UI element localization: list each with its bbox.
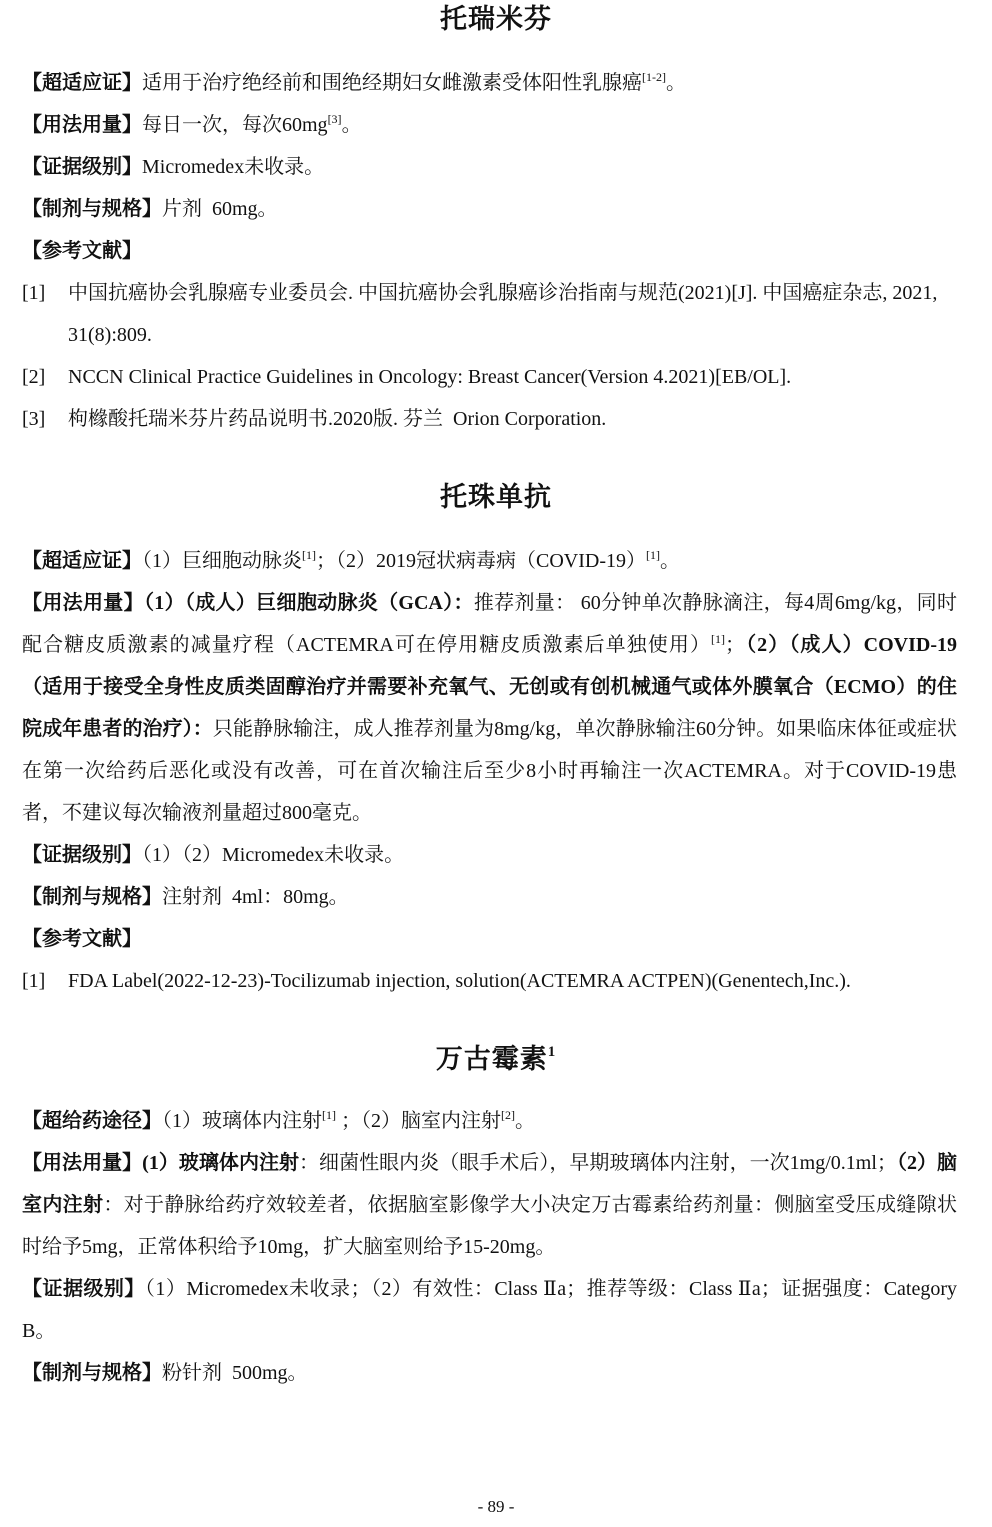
field-label: 【用法用量】	[22, 114, 142, 136]
reference-item	[22, 960, 957, 1002]
punctuation: 。	[666, 72, 686, 94]
reference-text: 中国抗癌协会乳腺癌专业委员会. 中国抗癌协会乳腺癌诊治指南与规范(2021)[J]. 中国癌症杂志, 2021, 31(8):809.	[68, 282, 938, 346]
field-label: 【制剂与规格】	[22, 1362, 162, 1384]
dosage-heading: （1）（成人）巨细胞动脉炎（GCA）：	[143, 592, 474, 614]
citation: [2]	[501, 1108, 515, 1122]
form-line	[22, 1352, 957, 1394]
indication-line	[22, 62, 957, 104]
title-superscript: 1	[547, 1044, 557, 1060]
citation: [1-2]	[642, 70, 666, 84]
field-text: 只能静脉输注，成人推荐剂量为8mg/kg，单次静脉输注60分钟。如果临床体征或症状在第一次给药后恶化或没有改善，可在首次输注后至少8小时再输注一次ACTEMRA。对于COVID-19患者，不建议每次输液剂量超过800毫克。	[22, 718, 957, 824]
field-label: 【用法用量】	[22, 592, 144, 614]
references-heading	[22, 918, 957, 960]
field-label: 【证据级别】	[22, 156, 142, 178]
references-heading	[22, 230, 957, 272]
field-text: 片剂 60mg。	[162, 198, 278, 220]
punctuation: 。	[515, 1110, 535, 1132]
field-label: 【超适应证】	[22, 550, 142, 572]
reference-text: NCCN Clinical Practice Guidelines in Oncology: Breast Cancer(Version 4.2021)[EB/OL].	[68, 366, 792, 388]
field-text: 适用于治疗绝经前和围绝经期妇女雌激素受体阳性乳腺癌	[142, 72, 642, 94]
indication-line	[22, 540, 957, 582]
reference-item	[22, 398, 957, 440]
citation: [3]	[327, 112, 342, 126]
reference-number: [3]	[22, 408, 46, 430]
citation: [1]	[322, 1108, 336, 1122]
dosage-heading: （2）（成人）COVID-19（适用于接受全身性皮质类固醇治疗并需要补充氧气、无创或有创机械通气或体外膜氧合（ECMO）的住院成年患者的治疗）：	[22, 634, 957, 740]
field-text: Micromedex未收录。	[142, 156, 325, 178]
evidence-paragraph	[22, 1268, 957, 1352]
evidence-line	[22, 834, 957, 876]
field-label: 【用法用量】	[22, 1152, 143, 1174]
field-text: 推荐剂量： 60分钟单次静脉滴注，每4周6mg/kg，同时配合糖皮质激素的减量疗程（ACTEMRA可在停用糖皮质激素后单独使用）	[22, 592, 958, 656]
dosage-paragraph	[22, 582, 957, 834]
route-line	[22, 1100, 957, 1142]
reference-number: [1]	[22, 282, 46, 304]
form-line	[22, 188, 957, 230]
field-label: 【超适应证】	[22, 72, 142, 94]
section-title-text: 万古霉素	[435, 1044, 548, 1074]
field-text: （1）玻璃体内注射	[162, 1110, 322, 1132]
dosage-paragraph	[22, 1142, 957, 1268]
field-text: （1）（2）Micromedex未收录。	[142, 844, 405, 866]
section-title: 托瑞米芬	[440, 4, 552, 34]
punctuation: 。	[341, 114, 362, 136]
field-text: （1）巨细胞动脉炎	[142, 550, 302, 572]
punctuation: 。	[660, 550, 680, 572]
dosage-heading: （2）脑室内注射	[22, 1152, 958, 1216]
field-label: 【证据级别】	[22, 844, 142, 866]
field-text: 粉针剂 500mg。	[162, 1362, 308, 1384]
field-text: ；（2）2019冠状病毒病（COVID-19）	[316, 550, 646, 572]
reference-number: [1]	[22, 970, 46, 992]
reference-text: 枸橼酸托瑞米芬片药品说明书.2020版. 芬兰 Orion Corporation.	[68, 408, 607, 430]
form-line	[22, 876, 957, 918]
field-label: 【超给药途径】	[22, 1110, 162, 1132]
citation: [1]	[646, 548, 660, 562]
citation: [1]	[302, 548, 316, 562]
dosage-heading: (1）玻璃体内注射	[142, 1152, 300, 1174]
citation: [1]	[711, 632, 726, 646]
section-title: 托珠单抗	[440, 482, 552, 512]
field-text: ：细菌性眼内炎（眼手术后），早期玻璃体内注射，一次1mg/0.1ml；	[299, 1152, 897, 1174]
field-text: 每日一次，每次60mg	[142, 114, 328, 136]
dosage-line	[22, 104, 957, 146]
reference-number: [2]	[22, 366, 46, 388]
reference-text: FDA Label(2022-12-23)-Tocilizumab injection, solution(ACTEMRA ACTPEN)(Genentech,Inc.).	[68, 970, 851, 992]
field-label: 【制剂与规格】	[22, 198, 162, 220]
field-label: 【证据级别】	[22, 1278, 145, 1300]
reference-item	[22, 272, 957, 356]
field-text: ；（2）脑室内注射	[336, 1110, 501, 1132]
section-title	[0, 1042, 992, 1076]
field-label: 【参考文献】	[22, 240, 142, 262]
evidence-line	[22, 146, 957, 188]
field-label: 【制剂与规格】	[22, 886, 162, 908]
field-label: 【参考文献】	[22, 928, 142, 950]
punctuation: ；	[725, 634, 746, 656]
field-text: ：对于静脉给药疗效较差者，依据脑室影像学大小决定万古霉素给药剂量：侧脑室受压成缝隙状时给予5mg，正常体积给予10mg，扩大脑室则给予15-20mg。	[22, 1194, 958, 1258]
reference-item	[22, 356, 957, 398]
page-number: - 89 -	[477, 1497, 515, 1516]
field-text: 注射剂 4ml：80mg。	[162, 886, 349, 908]
field-text: （1）Micromedex未收录；（2）有效性：Class Ⅱa；推荐等级：Class Ⅱa；证据强度：Category B。	[22, 1278, 958, 1342]
